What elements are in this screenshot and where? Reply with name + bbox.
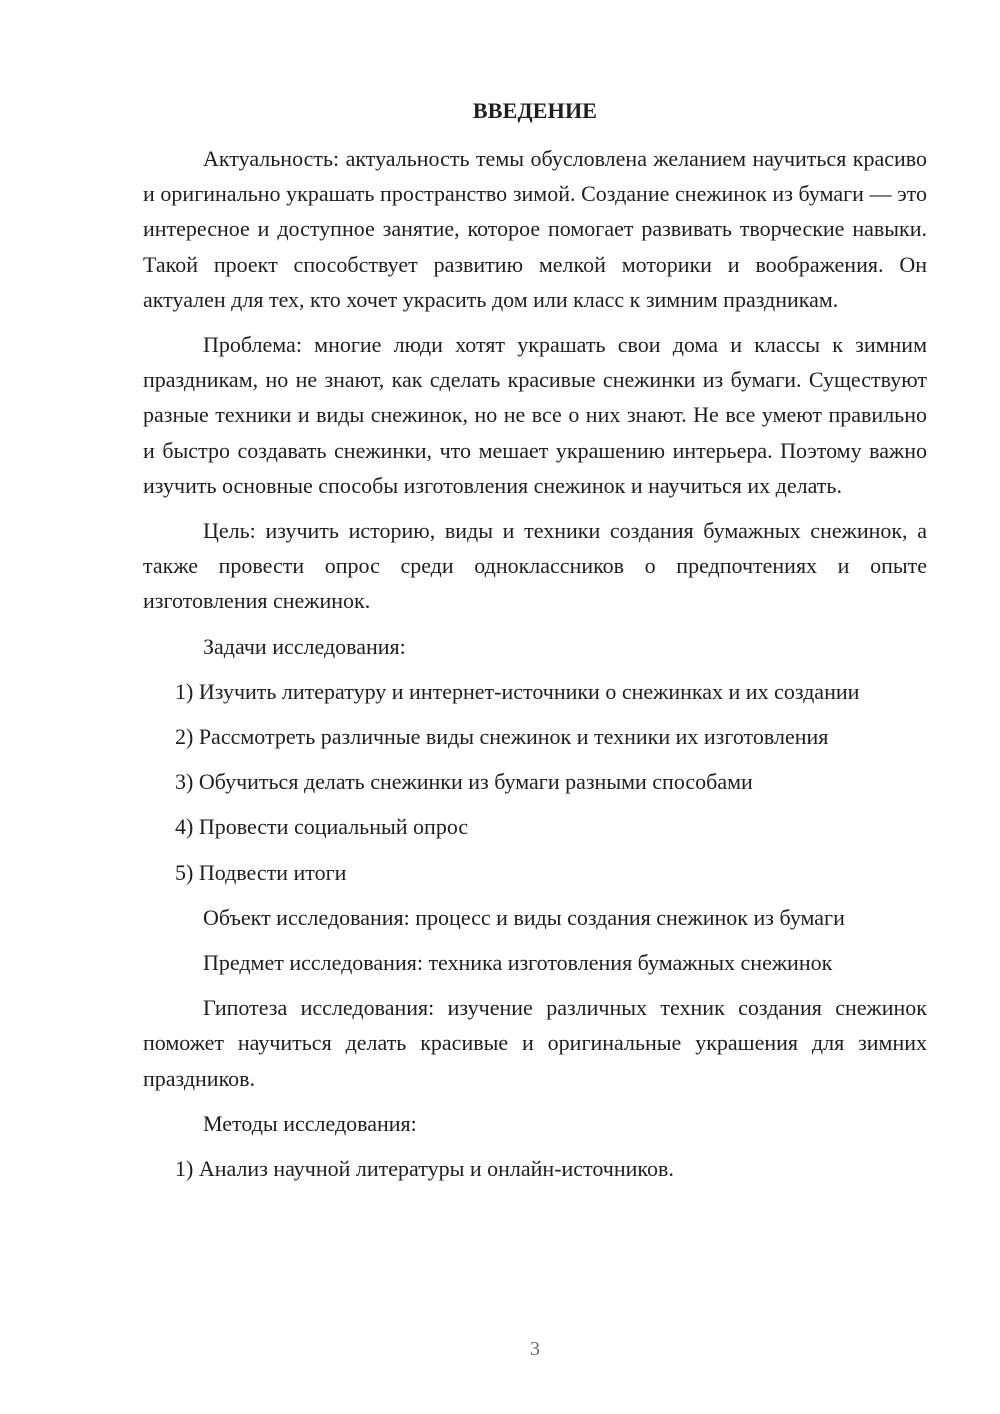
task-item-3: 3) Обучиться делать снежинки из бумаги разными способами <box>175 769 753 795</box>
object-paragraph: Объект исследования: процесс и виды создания снежинок из бумаги <box>203 904 845 930</box>
problem-paragraph: Проблема: многие люди хотят украшать свои дома и классы к зимним праздникам, но не знают, как сделать красивые снежинки из бумаги. Существуют разные техники и виды снежинок, но не все о них знают. Не все умеют правильно и быстро создавать снежинки, что мешает украшению интерьера. Поэтому важно изучить основные способы изготовления снежинок и научиться их делать. <box>143 332 927 498</box>
tasks-heading: Задачи исследования: <box>203 633 406 659</box>
task-item-2: 2) Рассмотреть различные виды снежинок и техники их изготовления <box>175 724 829 750</box>
hypothesis-paragraph: Гипотеза исследования: изучение различных техник создания снежинок поможет научиться делать красивые и оригинальные украшения для зимних праздников. <box>143 995 927 1091</box>
goal-paragraph: Цель: изучить историю, виды и техники создания бумажных снежинок, а также провести опрос среди одноклассников о предпочтениях и опыте изготовления снежинок. <box>143 518 927 614</box>
methods-heading: Методы исследования: <box>203 1110 417 1136</box>
subject-paragraph: Предмет исследования: техника изготовления бумажных снежинок <box>203 950 833 976</box>
method-item-1: 1) Анализ научной литературы и онлайн-источников. <box>175 1156 674 1182</box>
task-item-4: 4) Провести социальный опрос <box>175 814 469 840</box>
relevance-paragraph: Актуальность: актуальность темы обусловлена желанием научиться красиво и оригинально украшать пространство зимой. Создание снежинок из бумаги — это интересное и доступное занятие, которое помогает развивать творческие навыки. Такой проект способствует развитию мелкой моторики и воображения. Он актуален для тех, кто хочет украсить дом или класс к зимним праздникам. <box>143 146 927 312</box>
task-item-5: 5) Подвести итоги <box>175 859 347 885</box>
document-body <box>143 141 927 1196</box>
page-number: 3 <box>530 1338 540 1360</box>
task-item-1: 1) Изучить литературу и интернет-источники о снежинках и их создании <box>175 678 860 704</box>
section-title: ВВЕДЕНИЕ <box>472 98 598 123</box>
